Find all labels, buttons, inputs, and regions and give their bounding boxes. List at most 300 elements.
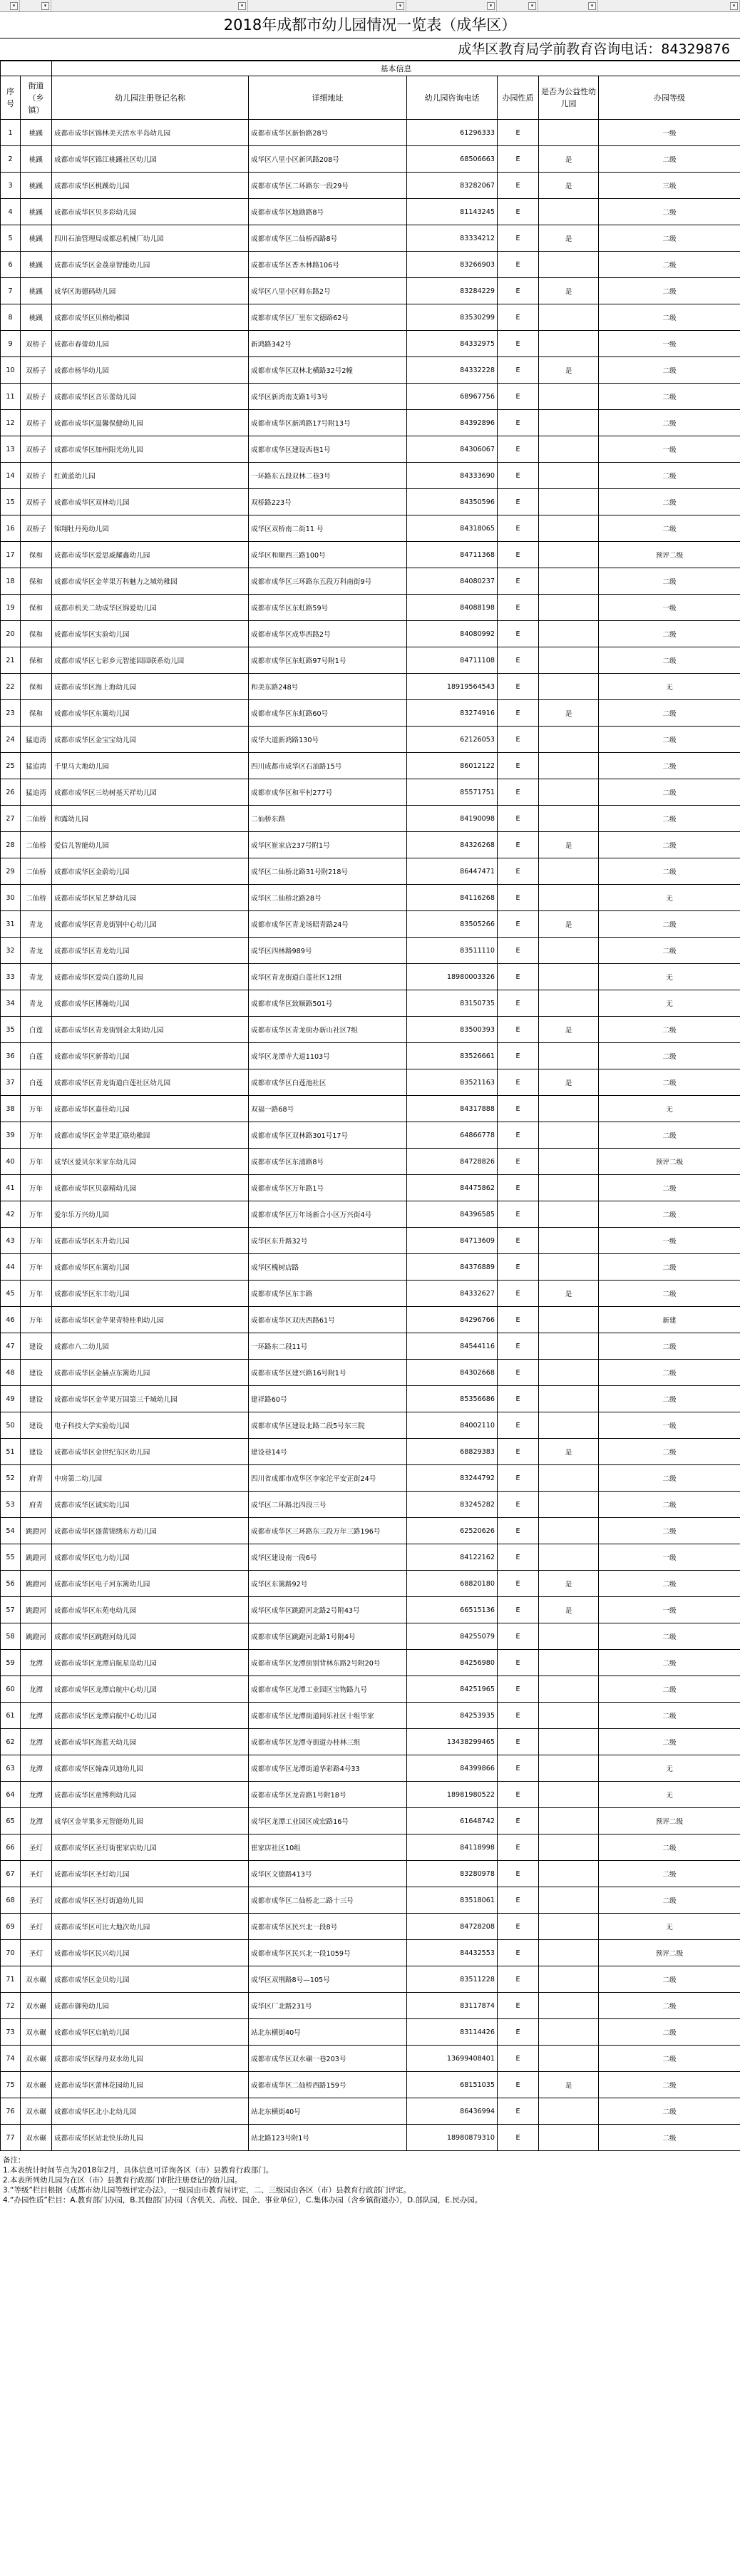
consult-phone-line: 成华区教育局学前教育咨询电话：84329876 [0,39,740,61]
grade-cell: 二级 [599,2019,740,2046]
kindergarten-name: 成都市成华区实验幼儿园 [52,621,249,647]
kindergarten-name: 成都市成华区金苹果万科魅力之城幼稚园 [52,568,249,595]
kindergarten-name: 成都市成华区三幼树基天祥幼儿园 [52,779,249,806]
filter-dropdown-icon[interactable]: ▾ [238,2,246,10]
kindergarten-name: 电子科技大学实验幼儿园 [52,1412,249,1439]
phone-cell: 84728208 [407,1914,498,1940]
grade-cell: 无 [599,964,740,990]
kindergarten-name: 成都市春蕾幼儿园 [52,331,249,357]
address-cell: 双桥路223号 [249,489,407,515]
address-cell: 成华区东篱路92号 [249,1571,407,1597]
public-benefit-cell [539,1518,599,1544]
public-benefit-cell [539,1412,599,1439]
street-cell: 青龙 [21,964,52,990]
kindergarten-name: 成都市成华区跳蹬河幼儿园 [52,1623,249,1650]
column-filter-cell [497,0,538,11]
kindergarten-name: 成都市成华区北小北幼儿园 [52,2098,249,2125]
nature-cell: E [498,1333,539,1360]
table-row [1,331,740,357]
kindergarten-name: 成都市成华区七彩乡元智能园园联系幼儿园 [52,647,249,674]
kindergarten-name: 成都市成华区青龙街道白莲社区幼儿园 [52,1069,249,1096]
address-cell: 四川成都市成华区石油路15号 [249,753,407,779]
nature-cell: E [498,938,539,964]
table-row [1,2072,740,2098]
public-benefit-cell [539,1122,599,1149]
street-cell: 圣灯 [21,1861,52,1887]
street-cell: 双桥子 [21,384,52,410]
row-number: 62 [1,1729,21,1755]
grade-cell: 无 [599,1096,740,1122]
street-cell: 保和 [21,542,52,568]
public-benefit-cell [539,964,599,990]
kindergarten-name: 千里马大地幼儿园 [52,753,249,779]
phone-cell: 83526661 [407,1043,498,1069]
nature-cell: E [498,1096,539,1122]
table-row [1,1887,740,1914]
grade-cell: 二级 [599,410,740,436]
public-benefit-cell [539,621,599,647]
address-cell: 成华区成华区跳蹬河北路2号附43号 [249,1597,407,1623]
row-number: 36 [1,1043,21,1069]
row-number: 3 [1,173,21,199]
phone-cell: 84253935 [407,1703,498,1729]
grade-cell: 一级 [599,1597,740,1623]
kindergarten-name: 成华区金苹果多元智能幼儿园 [52,1808,249,1834]
row-number: 32 [1,938,21,964]
kindergarten-name: 成都市成华区爱尚白莲幼儿园 [52,964,249,990]
street-cell: 桃蹊 [21,278,52,304]
address-cell: 成都市成华区民兴北一段8号 [249,1914,407,1940]
row-number: 68 [1,1887,21,1914]
row-number: 57 [1,1597,21,1623]
table-row [1,199,740,225]
table-row [1,1201,740,1228]
nature-cell: E [498,515,539,542]
filter-dropdown-icon[interactable]: ▾ [588,2,596,10]
street-cell: 万年 [21,1254,52,1281]
phone-cell: 83117874 [407,1993,498,2019]
street-cell: 猛追湾 [21,779,52,806]
row-number: 45 [1,1281,21,1307]
kindergarten-name: 成都市成华区圣灯街道幼儿园 [52,1887,249,1914]
nature-cell: E [498,1360,539,1386]
row-number: 25 [1,753,21,779]
public-benefit-cell [539,1333,599,1360]
table-row [1,1650,740,1676]
group-header-spacer [1,61,52,76]
table-row [1,858,740,885]
table-row [1,647,740,674]
kindergarten-name: 成都市成华区贝多彩幼儿园 [52,199,249,225]
phone-cell: 84475862 [407,1175,498,1201]
row-number: 40 [1,1149,21,1175]
street-cell: 桃蹊 [21,304,52,331]
row-number: 77 [1,2125,21,2151]
kindergarten-name: 成都市成华区电子河东篱幼儿园 [52,1571,249,1597]
kindergarten-name: 成都市成华区双林幼儿园 [52,489,249,515]
kindergarten-name: 成都市成华区蕾林花园幼儿园 [52,2072,249,2098]
public-benefit-cell [539,1861,599,1887]
row-number: 2 [1,146,21,173]
grade-cell: 预评二级 [599,542,740,568]
grade-cell: 二级 [599,489,740,515]
table-row [1,1412,740,1439]
phone-cell: 83274916 [407,700,498,727]
public-benefit-cell [539,568,599,595]
public-benefit-cell: 是 [539,700,599,727]
street-cell: 桃蹊 [21,146,52,173]
street-cell: 龙潭 [21,1808,52,1834]
grade-cell: 一级 [599,1228,740,1254]
nature-cell: E [498,1623,539,1650]
grade-cell: 二级 [599,832,740,858]
nature-cell: E [498,911,539,938]
street-cell: 保和 [21,647,52,674]
table-row [1,990,740,1017]
phone-cell: 84190098 [407,806,498,832]
filter-dropdown-icon[interactable]: ▾ [10,2,18,10]
public-benefit-cell [539,674,599,700]
table-row [1,252,740,278]
table-row [1,1729,740,1755]
row-number: 72 [1,1993,21,2019]
phone-cell: 83114426 [407,2019,498,2046]
grade-cell: 二级 [599,1861,740,1887]
nature-cell: E [498,436,539,463]
table-row [1,2125,740,2151]
phone-cell: 81143245 [407,199,498,225]
street-cell: 双水碾 [21,1993,52,2019]
nature-cell: E [498,1755,539,1782]
phone-cell: 84350596 [407,489,498,515]
address-cell: 成都市成华区龙潭寺街道办桂林三组 [249,1729,407,1755]
nature-cell: E [498,1861,539,1887]
address-cell: 成都市成华区万年场新合小区万兴街4号 [249,1201,407,1228]
phone-cell: 86436994 [407,2098,498,2125]
phone-cell: 68829383 [407,1439,498,1465]
phone-cell: 62520626 [407,1518,498,1544]
address-cell: 成都市成华区龙潭工业园区宝物路九号 [249,1676,407,1703]
street-cell: 双桥子 [21,357,52,384]
phone-cell: 83245282 [407,1492,498,1518]
grade-cell: 二级 [599,1676,740,1703]
address-cell: 成华区东升路32号 [249,1228,407,1254]
nature-cell: E [498,384,539,410]
street-cell: 二仙桥 [21,806,52,832]
phone-cell: 62126053 [407,727,498,753]
nature-cell: E [498,1571,539,1597]
row-number: 17 [1,542,21,568]
phone-cell: 66515136 [407,1597,498,1623]
phone-cell: 18980879310 [407,2125,498,2151]
kindergarten-name: 成都市成华区新蓉幼儿园 [52,1043,249,1069]
grade-cell: 二级 [599,1887,740,1914]
nature-cell: E [498,1439,539,1465]
street-cell: 保和 [21,700,52,727]
phone-cell: 68967756 [407,384,498,410]
street-cell: 万年 [21,1149,52,1175]
kindergarten-name: 中房第二幼儿园 [52,1465,249,1492]
address-cell: 站北东横街40号 [249,2019,407,2046]
street-cell: 双桥子 [21,515,52,542]
row-number: 59 [1,1650,21,1676]
address-cell: 二仙桥东路 [249,806,407,832]
table-row [1,964,740,990]
row-number: 47 [1,1333,21,1360]
address-cell: 成都市成华区二环路东一段29号 [249,173,407,199]
row-number: 67 [1,1861,21,1887]
grade-cell: 二级 [599,146,740,173]
public-benefit-cell [539,938,599,964]
row-number: 34 [1,990,21,1017]
grade-cell: 二级 [599,2125,740,2151]
street-cell: 桃蹊 [21,199,52,225]
grade-cell: 一级 [599,595,740,621]
address-cell: 成都市成华区万年路1号 [249,1175,407,1201]
table-row [1,700,740,727]
row-number: 7 [1,278,21,304]
nature-cell: E [498,1676,539,1703]
grade-cell: 二级 [599,1386,740,1412]
public-benefit-cell [539,1360,599,1386]
street-cell: 青龙 [21,938,52,964]
address-cell: 成都市成华区青龙街办新山社区7组 [249,1017,407,1043]
public-benefit-cell [539,1993,599,2019]
column-filter-cell [51,0,248,11]
public-benefit-cell [539,1228,599,1254]
grade-cell: 二级 [599,252,740,278]
address-cell: 成都市成华区新怡路28号 [249,120,407,146]
group-header: 基本信息 [52,61,740,76]
row-number: 46 [1,1307,21,1333]
public-benefit-cell: 是 [539,1017,599,1043]
grade-cell: 新建 [599,1307,740,1333]
nature-cell: E [498,1729,539,1755]
public-benefit-cell [539,1940,599,1966]
kindergarten-name: 成都市成华区金世纪东区幼儿园 [52,1439,249,1465]
address-cell: 成都市成华区东虹路60号 [249,700,407,727]
address-cell: 一环路东二段11号 [249,1333,407,1360]
address-cell: 成华区八里小区新风路208号 [249,146,407,173]
address-cell: 成都市成华区双水碾一巷203号 [249,2046,407,2072]
public-benefit-cell: 是 [539,832,599,858]
grade-cell: 二级 [599,727,740,753]
grade-cell: 二级 [599,1492,740,1518]
grade-cell: 二级 [599,515,740,542]
footnote-line: 2.本表所列幼儿园为在区（市）县教育行政部门审批注册登记的幼儿园。 [3,2176,242,2185]
table-row [1,1834,740,1861]
filter-dropdown-icon[interactable]: ▾ [41,2,49,10]
table-row [1,1281,740,1307]
row-number: 73 [1,2019,21,2046]
table-row [1,1017,740,1043]
grade-cell: 二级 [599,2046,740,2072]
address-cell: 站北东横街40号 [249,2098,407,2125]
nature-cell: E [498,885,539,911]
grade-cell: 无 [599,674,740,700]
phone-cell: 13438299465 [407,1729,498,1755]
nature-cell: E [498,1017,539,1043]
grade-cell: 二级 [599,1281,740,1307]
filter-dropdown-icon[interactable]: ▾ [487,2,495,10]
kindergarten-name: 成都市成华区金苹果汇联幼稚园 [52,1122,249,1149]
nature-cell: E [498,410,539,436]
public-benefit-cell [539,1492,599,1518]
public-benefit-cell: 是 [539,173,599,199]
nature-cell: E [498,595,539,621]
table-row [1,1808,740,1834]
nature-cell: E [498,1149,539,1175]
grade-cell: 二级 [599,806,740,832]
nature-cell: E [498,1201,539,1228]
public-benefit-cell: 是 [539,357,599,384]
nature-cell: E [498,964,539,990]
table-row [1,911,740,938]
street-cell: 万年 [21,1281,52,1307]
street-cell: 万年 [21,1228,52,1254]
street-cell: 双水碾 [21,2046,52,2072]
table-row [1,568,740,595]
address-cell: 成都市成华区成华西路2号 [249,621,407,647]
table-row [1,885,740,911]
address-cell: 成华区二仙桥北路28号 [249,885,407,911]
kindergarten-name: 成都市成华区青龙街别中心幼儿园 [52,911,249,938]
phone-cell: 84713609 [407,1228,498,1254]
footnote-line: 备注： [3,2156,26,2165]
street-cell: 保和 [21,674,52,700]
row-number: 16 [1,515,21,542]
table-row [1,120,740,146]
nature-cell: E [498,753,539,779]
table-row [1,1703,740,1729]
phone-cell: 84118998 [407,1834,498,1861]
nature-cell: E [498,489,539,515]
street-cell: 二仙桥 [21,885,52,911]
address-cell: 成都市成华区地勘路8号 [249,199,407,225]
table-row [1,1544,740,1571]
street-cell: 保和 [21,595,52,621]
table-row [1,384,740,410]
nature-cell: E [498,1782,539,1808]
address-cell: 成都市成华区东虹路59号 [249,595,407,621]
table-row [1,779,740,806]
phone-cell: 84088198 [407,595,498,621]
public-benefit-cell [539,858,599,885]
address-cell: 一环路东五段双林二巷3号 [249,463,407,489]
nature-cell: E [498,806,539,832]
row-number: 43 [1,1228,21,1254]
address-cell: 成都市成华区建设北路二段5号东三院 [249,1412,407,1439]
public-benefit-cell [539,2019,599,2046]
address-cell: 成华区龙潭寺大道1103号 [249,1043,407,1069]
column-filter-strip [0,0,740,12]
table-row [1,542,740,568]
footnotes [0,2151,740,2205]
nature-cell: E [498,1544,539,1571]
phone-cell: 68506663 [407,146,498,173]
kindergarten-name: 成都市成华区温馨保健幼儿园 [52,410,249,436]
row-number: 38 [1,1096,21,1122]
table-row [1,1439,740,1465]
kindergarten-name: 成华区爱贝尔米家东幼儿园 [52,1149,249,1175]
street-cell: 二仙桥 [21,832,52,858]
street-cell: 建设 [21,1333,52,1360]
grade-cell: 二级 [599,278,740,304]
public-benefit-cell: 是 [539,2072,599,2098]
kindergarten-name: 成都市成华区圣灯幼儿园 [52,1861,249,1887]
row-number: 54 [1,1518,21,1544]
public-benefit-cell [539,1465,599,1492]
footnote-line: 1.本表统计时间节点为2018年2月，具体信息可详询各区（市）县教育行政部门。 [3,2166,274,2175]
row-number: 14 [1,463,21,489]
kindergarten-name: 成都市成华区盛蕾锦绣东方幼儿园 [52,1518,249,1544]
address-cell: 成华区和顺西三路100号 [249,542,407,568]
public-benefit-cell [539,1043,599,1069]
kindergarten-name: 成都市成华区龙潭启航星岛幼儿园 [52,1650,249,1676]
street-cell: 双桥子 [21,436,52,463]
street-cell: 猛追湾 [21,727,52,753]
table-row [1,489,740,515]
kindergarten-table [0,61,740,2151]
public-benefit-cell [539,331,599,357]
nature-cell: E [498,990,539,1017]
grade-cell: 二级 [599,357,740,384]
kindergarten-name: 成都市成华区爱思威耀鑫幼儿园 [52,542,249,568]
public-benefit-cell [539,489,599,515]
phone-cell: 83150735 [407,990,498,1017]
street-cell: 青龙 [21,911,52,938]
public-benefit-cell: 是 [539,146,599,173]
table-row [1,1228,740,1254]
public-benefit-cell [539,2098,599,2125]
phone-cell: 84332228 [407,357,498,384]
public-benefit-cell [539,1676,599,1703]
kindergarten-name: 红黄蓝幼儿园 [52,463,249,489]
grade-cell: 二级 [599,621,740,647]
phone-cell: 83521163 [407,1069,498,1096]
phone-cell: 84318065 [407,515,498,542]
address-cell: 成华区文德路413号 [249,1861,407,1887]
phone-cell: 84256980 [407,1650,498,1676]
table-row [1,304,740,331]
table-row [1,1597,740,1623]
column-header-row [1,76,740,120]
kindergarten-name: 成都市成华区童博利幼儿园 [52,1782,249,1808]
grade-cell: 二级 [599,1254,740,1281]
kindergarten-name: 成都市成华区金赫点东篱幼儿园 [52,1360,249,1386]
street-cell: 桃蹊 [21,120,52,146]
street-cell: 双水碾 [21,2072,52,2098]
nature-cell: E [498,2125,539,2151]
table-row [1,146,740,173]
nature-cell: E [498,700,539,727]
table-row [1,806,740,832]
row-number: 58 [1,1623,21,1650]
row-number: 5 [1,225,21,252]
nature-cell: E [498,568,539,595]
filter-dropdown-icon[interactable]: ▾ [730,2,738,10]
street-cell: 府青 [21,1465,52,1492]
address-cell: 建设巷14号 [249,1439,407,1465]
address-cell: 成华区双桥南二街11 号 [249,515,407,542]
phone-cell: 86012122 [407,753,498,779]
footnote-line: 3.“等级”栏目根据《成都市幼儿园等级评定办法》，一级园由市教育局评定，二、三级园由各区（市）县教育行政部门评定。 [3,2186,411,2195]
public-benefit-cell: 是 [539,1069,599,1096]
filter-dropdown-icon[interactable]: ▾ [396,2,404,10]
table-row [1,1993,740,2019]
phone-cell: 83266903 [407,252,498,278]
filter-dropdown-icon[interactable]: ▾ [528,2,536,10]
